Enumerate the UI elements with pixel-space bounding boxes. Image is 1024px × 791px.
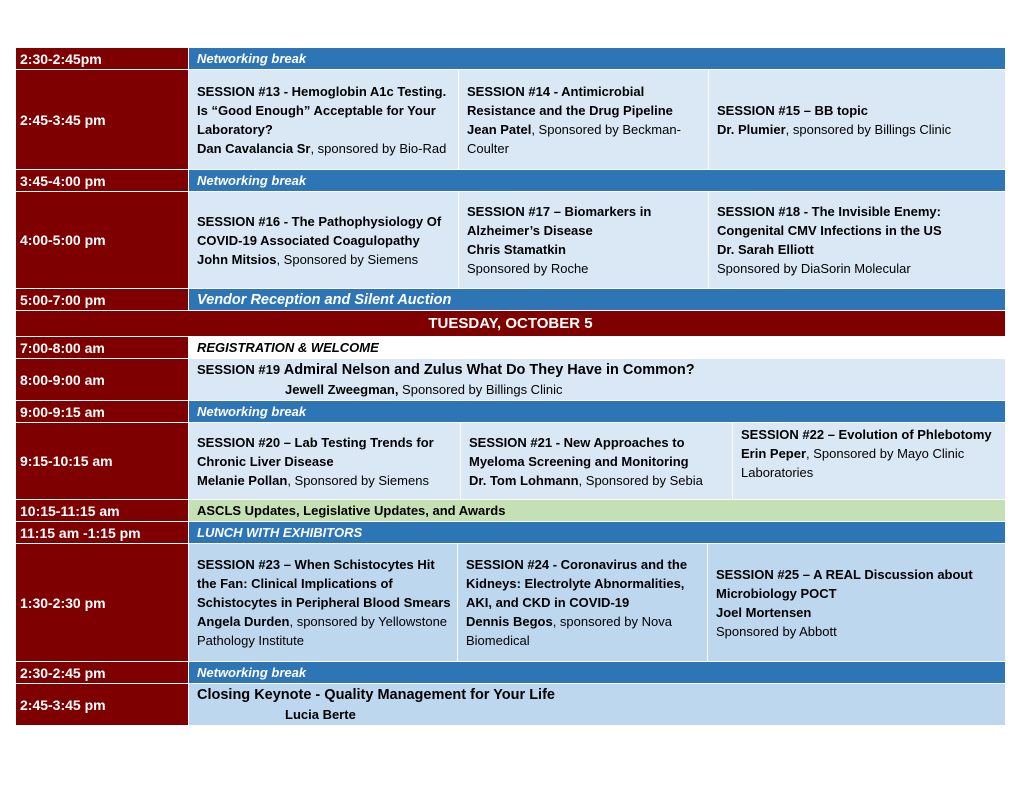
session-number: SESSION #19 [197, 362, 284, 377]
networking-break: Networking break [189, 170, 1005, 191]
speaker-name: Erin Peper [741, 446, 807, 461]
schedule-row [16, 684, 1005, 726]
schedule-row [16, 359, 1005, 401]
speaker-name: Chris Stamatkin [467, 242, 566, 257]
schedule-row [16, 70, 1005, 170]
schedule-row [16, 170, 1005, 192]
session-title: SESSION #16 - The Pathophysiology Of COVID-19 Associated Coagulopathy [197, 213, 442, 248]
time-slot: 9:15-10:15 am [16, 423, 189, 499]
session-title: SESSION #23 – When Schistocytes Hit the Fan: Clinical Implications of Schistocytes in Peripheral Blood Smears [197, 557, 451, 610]
session-cell [189, 684, 1005, 725]
session-cell [460, 423, 732, 499]
session-cell [457, 544, 707, 661]
schedule-row [16, 337, 1005, 359]
session-title: SESSION #20 – Lab Testing Trends for Chronic Liver Disease [197, 434, 434, 469]
schedule-row [16, 192, 1005, 289]
session-title: Admiral Nelson and Zulus What Do They Have in Common? [283, 362, 695, 378]
sponsor-text: , Sponsored by Siemens [287, 472, 429, 488]
session-title: SESSION #13 - Hemoglobin A1c Testing. Is “Good Enough” Acceptable for Your Laboratory? [197, 83, 447, 137]
session-title: SESSION #21 - New Approaches to Myeloma Screening and Monitoring [469, 434, 689, 469]
time-slot: 5:00-7:00 pm [16, 289, 189, 310]
session-title: SESSION #25 – A REAL Discussion about Microbiology POCT [716, 566, 973, 601]
day-header: TUESDAY, OCTOBER 5 [16, 311, 1005, 337]
session-cell [458, 192, 708, 288]
speaker-name: John Mitsios [197, 251, 277, 267]
ascls-updates: ASCLS Updates, Legislative Updates, and Awards [189, 500, 1005, 521]
session-cell [189, 70, 458, 169]
session-title: SESSION #24 - Coronavirus and the Kidneys: Electrolyte Abnormalities, AKI, and CKD in COVID-19 [466, 557, 688, 610]
session-title: SESSION #14 - Antimicrobial Resistance and the Drug Pipeline [467, 83, 673, 118]
schedule-row [16, 289, 1005, 311]
speaker-name: Angela Durden [197, 614, 290, 629]
session-cell [707, 544, 1005, 661]
speaker-name: Dan Cavalancia Sr [197, 140, 311, 156]
session-title: SESSION #22 – Evolution of Phlebotomy [741, 427, 992, 442]
sponsor-text: , sponsored by Nova Biomedical [466, 614, 672, 648]
schedule-row [16, 662, 1005, 684]
speaker-name: Dr. Tom Lohmann [469, 472, 579, 488]
speaker-name: Jewell Zweegman, [285, 382, 399, 397]
sponsor-text: , sponsored by Bio-Rad [310, 140, 447, 156]
session-title: SESSION #15 – BB topic [717, 102, 868, 118]
keynote-title: Closing Keynote - Quality Management for Your Life [197, 686, 555, 703]
time-slot: 3:45-4:00 pm [16, 170, 189, 191]
sponsor-text: , sponsored by Yellowstone Pathology Institute [197, 614, 448, 648]
schedule-row [16, 401, 1005, 423]
session-cell [189, 544, 457, 661]
session-cell [189, 423, 460, 499]
session-cell [458, 70, 708, 169]
session-cell [708, 70, 1005, 169]
session-cell [732, 423, 1005, 499]
sponsor-text: , sponsored by Billings Clinic [785, 121, 952, 137]
lunch-event: LUNCH WITH EXHIBITORS [189, 522, 1005, 543]
time-slot: 2:45-3:45 pm [16, 70, 189, 169]
time-slot: 9:00-9:15 am [16, 401, 189, 422]
time-slot: 8:00-9:00 am [16, 359, 189, 400]
sponsor-text: , Sponsored by Mayo Clinic Laboratories [741, 446, 965, 480]
networking-break: Networking break [189, 662, 1005, 683]
schedule-table [16, 48, 1005, 726]
sponsor-text: Sponsored by Roche [467, 261, 589, 276]
sponsor-text: , Sponsored by Siemens [276, 251, 419, 267]
time-slot: 10:15-11:15 am [16, 500, 189, 521]
time-slot: 7:00-8:00 am [16, 337, 189, 358]
time-slot: 1:30-2:30 pm [16, 544, 189, 661]
time-slot: 4:00-5:00 pm [16, 192, 189, 288]
sponsor-text: , Sponsored by Sebia [578, 472, 703, 488]
schedule-row [16, 48, 1005, 70]
networking-break: Networking break [189, 48, 1005, 69]
speaker-name: Lucia Berte [285, 706, 356, 722]
sponsor-text: Sponsored by DiaSorin Molecular [717, 261, 911, 276]
speaker-name: Dr. Plumier [717, 121, 786, 137]
sponsor-text: Sponsored by Abbott [716, 623, 837, 639]
registration-event: REGISTRATION & WELCOME [189, 337, 1005, 358]
session-title: SESSION #18 - The Invisible Enemy: Congenital CMV Infections in the US [717, 204, 942, 238]
session-cell [189, 192, 458, 288]
schedule-row [16, 500, 1005, 522]
speaker-name: Melanie Pollan [197, 472, 288, 488]
speaker-name: Joel Mortensen [716, 604, 812, 620]
speaker-name: Dennis Begos [466, 614, 553, 629]
session-title: SESSION #17 – Biomarkers in Alzheimer’s Disease [467, 204, 652, 238]
time-slot: 2:45-3:45 pm [16, 684, 189, 725]
speaker-name: Jean Patel [467, 121, 532, 137]
time-slot: 2:30-2:45 pm [16, 662, 189, 683]
sponsor-text: , Sponsored by Beckman-Coulter [467, 121, 681, 156]
vendor-reception: Vendor Reception and Silent Auction [189, 289, 1005, 310]
session-cell [189, 359, 1005, 400]
sponsor-text: Sponsored by Billings Clinic [398, 382, 563, 397]
time-slot: 11:15 am -1:15 pm [16, 522, 189, 543]
time-slot: 2:30-2:45pm [16, 48, 189, 69]
schedule-row [16, 544, 1005, 662]
speaker-name: Dr. Sarah Elliott [717, 242, 814, 257]
networking-break: Networking break [189, 401, 1005, 422]
schedule-row [16, 522, 1005, 544]
schedule-row [16, 423, 1005, 500]
session-cell [708, 192, 1005, 288]
